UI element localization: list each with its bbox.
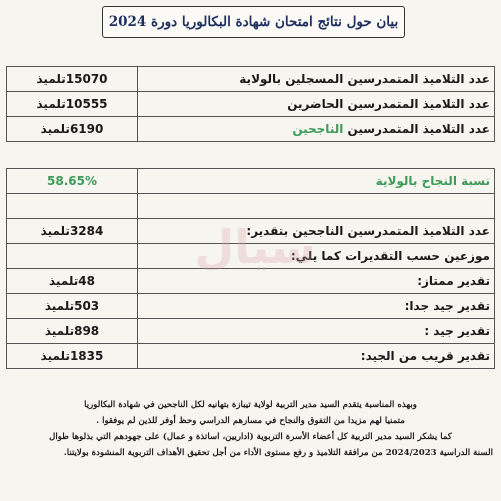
row-value [7, 244, 138, 269]
row-value: 48تلميذ [7, 269, 138, 294]
footer-line: السنة الدراسية 2024/2023 من مرافقة التلاميذ و رفع مستوى الأداء من أجل تحقيق الأهداف التربوية المنشودة بولايتنا. [63, 448, 493, 458]
pass-rate-value: 58.65% [7, 169, 138, 194]
table-row [7, 194, 495, 219]
row-label [138, 194, 495, 219]
closing-statement [8, 397, 493, 461]
table-row [7, 294, 495, 319]
table-row [7, 319, 495, 344]
table-row [7, 219, 495, 244]
footer-line: كما يشكر السيد مدير التربية كل أعضاء الأسرة التربوية (اداريين، اساتذة و عمال) على جهودهم التي بذلوها طوال [49, 432, 452, 442]
table-row [7, 244, 495, 269]
results-table [6, 168, 495, 369]
table-row [7, 117, 495, 142]
row-value: 6190تلميذ [7, 117, 138, 142]
row-value: 898تلميذ [7, 319, 138, 344]
registration-table [6, 66, 495, 142]
row-value: 1835تلميذ [7, 344, 138, 369]
footer-line: متمنيا لهم مزيدا من التفوق والنجاح في مسارهم الدراسي وحظ أوفر للذين لم يوفقوا . [96, 416, 405, 426]
table-row [7, 344, 495, 369]
row-label [138, 117, 495, 142]
row-label-highlight: الناجحين [292, 122, 344, 136]
row-value: 3284تلميذ [7, 219, 138, 244]
table-row [7, 269, 495, 294]
row-label: تقدير ممتاز: [138, 269, 495, 294]
row-label-prefix: عدد التلاميذ المتمدرسين [343, 122, 490, 136]
row-label: تقدير قريب من الجيد: [138, 344, 495, 369]
document-title: بيان حول نتائج امتحان شهادة البكالوريا دورة 2024 [102, 6, 405, 38]
watermark-logo: سيال [194, 220, 316, 274]
row-value: 10555تلميذ [7, 92, 138, 117]
row-value: 15070تلميذ [7, 67, 138, 92]
footer-line: وبهذه المناسبة يتقدم السيد مدير التربية لولاية تيبازة بتهانيه لكل الناجحين في شهادة البكالوريا [84, 400, 417, 410]
row-label: عدد التلاميذ المتمدرسين الحاضرين [138, 92, 495, 117]
row-value: 503تلميذ [7, 294, 138, 319]
row-label: تقدير جيد جدا: [138, 294, 495, 319]
row-label: عدد التلاميذ المتمدرسين المسجلين بالولاية [138, 67, 495, 92]
row-label: تقدير جيد : [138, 319, 495, 344]
pass-rate-label: نسبة النجاح بالولاية [138, 169, 495, 194]
row-label: عدد التلاميذ المتمدرسين الناجحين بتقدير: [138, 219, 495, 244]
row-value [7, 194, 138, 219]
row-label: موزعين حسب التقديرات كما يلي: [138, 244, 495, 269]
table-row [7, 92, 495, 117]
table-row [7, 169, 495, 194]
table-row [7, 67, 495, 92]
